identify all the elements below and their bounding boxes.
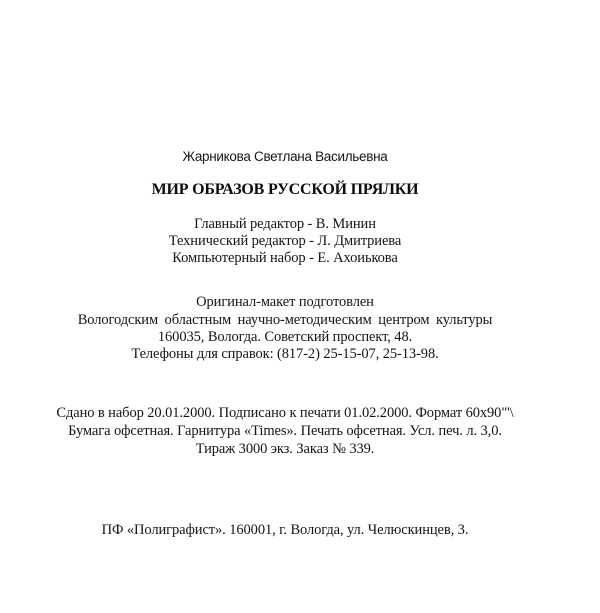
author-name: Жарникова Светлана Васильевна bbox=[182, 149, 388, 164]
original-layout-heading: Оригинал-макет подготовлен bbox=[196, 294, 374, 310]
typesetting-line: Компьютерный набор - Е. Ахоиькова bbox=[172, 250, 398, 266]
print-dates-format: Сдано в набор 20.01.2000. Подписано к печати 01.02.2000. Формат 60x90"'\ bbox=[56, 405, 514, 421]
book-title: МИР ОБРАЗОВ РУССКОЙ ПРЯЛКИ bbox=[151, 181, 419, 198]
chief-editor-line: Главный редактор - В. Минин bbox=[194, 216, 376, 232]
technical-editor-line: Технический редактор - Л. Дмитриева bbox=[168, 233, 402, 249]
printer-address: ПФ «Полиграфист». 160001, г. Вологда, ул. Челюскинцев, 3. bbox=[101, 522, 469, 538]
print-run-order: Тираж 3000 экз. Заказ № 339. bbox=[195, 441, 375, 457]
original-layout-phones: Телефоны для справок: (817-2) 25-15-07, 25-13-98. bbox=[131, 346, 439, 362]
original-layout-organization: Вологодским областным научно-методическим центром культуры bbox=[77, 312, 493, 328]
original-layout-address: 160035, Вологда. Советский проспект, 48. bbox=[157, 329, 413, 345]
print-paper-font: Бумага офсетная. Гарнитура «Times». Печать офсетная. Усл. печ. л. 3,0. bbox=[68, 423, 502, 439]
